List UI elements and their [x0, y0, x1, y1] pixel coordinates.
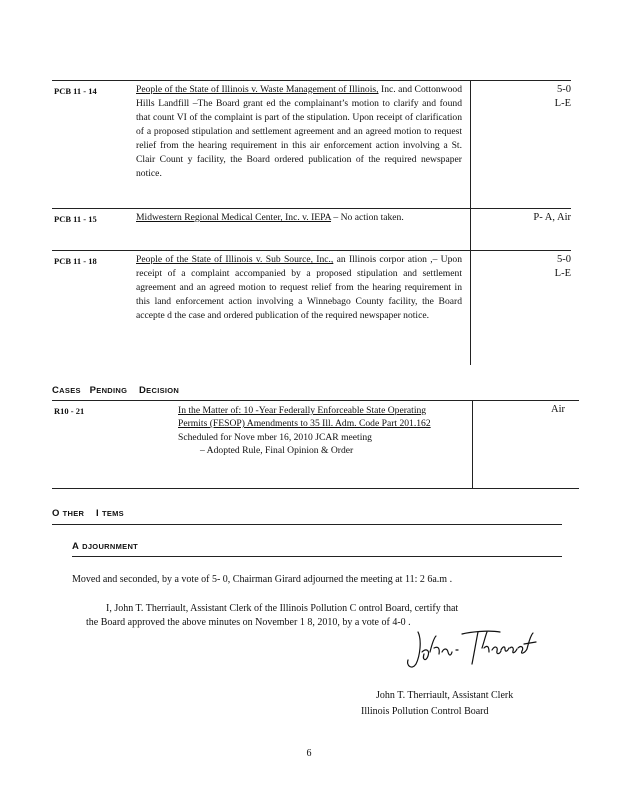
case-title: People of the State of Illinois v. Sub Source, Inc., — [136, 254, 334, 265]
section-divider — [52, 524, 562, 525]
bullet-item — [160, 431, 472, 444]
case-description — [136, 81, 471, 209]
table-row — [52, 81, 571, 209]
section-header-cases-pending: CASES PENDING DECISION — [52, 385, 180, 396]
case-title: People of the State of Illinois v. Waste Management of Illinois, — [136, 84, 379, 95]
page-number: 6 — [306, 748, 312, 759]
vote-count: 5-0 — [557, 84, 571, 95]
pending-description — [178, 401, 473, 489]
case-vote — [471, 81, 572, 209]
case-description — [136, 209, 471, 251]
case-table — [52, 80, 571, 365]
vote-count: P- A, Air — [533, 212, 571, 223]
section-header-adjournment: A DJOURNMENT — [72, 541, 139, 552]
case-text: – No action taken. — [331, 212, 404, 223]
case-id: PCB 11 - 14 — [54, 86, 97, 96]
signature-image — [404, 626, 544, 676]
bullet-icon — [160, 431, 178, 444]
case-description — [136, 251, 471, 365]
case-vote — [471, 209, 572, 251]
case-text: Inc. and Cottonwood Hills Landfill –The Board grant ed the complainant’s motion to clarify and found that count VI of the complaint is part of the stipulation. Upon receipt of clarification of a proposed stipulation and settlement agreement and an agreed motion to request relief from the hearing requirement in this air enforcement action involving a St. Clair Count y facility, the Board ordered publication of the required newspaper notice. — [136, 84, 462, 179]
case-text: an Illinois corpor ation ,– Upon receipt of a complaint accompanied by a proposed stipulation and settlement agreement and an agreed motion to request relief from the hearing requirement in this land enforcement action involving a Winnebago County facility, the Board accepte d the case and ordered publication of the required newspaper notice. — [136, 254, 462, 321]
case-title: Midwestern Regional Medical Center, Inc. v. IEPA — [136, 212, 332, 223]
signer-name: John T. Therriault, Assistant Clerk — [376, 690, 514, 701]
signer-organization: Illinois Pollution Control Board — [361, 706, 489, 717]
pending-id: R10 - 21 — [54, 406, 85, 416]
case-id: PCB 11 - 15 — [54, 214, 97, 224]
adjournment-text: Moved and seconded, by a vote of 5- 0, Chairman Girard adjourned the meeting at 11: 2 6a.m . — [72, 574, 453, 585]
table-row — [52, 401, 579, 489]
pending-vote: Air — [473, 401, 580, 489]
vote-type: L-E — [554, 98, 571, 109]
certification-line-2: the Board approved the above minutes on November 1 8, 2010, by a vote of 4-0 . — [86, 617, 411, 628]
pending-title: In the Matter of: 10 -Year Federally Enforceable State Operating Permits (FESOP) Amendments to 35 Ill. Adm. Code Part 201.162 — [178, 405, 431, 429]
table-row — [52, 251, 571, 365]
vote-count: 5-0 — [557, 254, 571, 265]
sub-item-text: – Adopted Rule, Final Opinion & Order — [200, 445, 354, 456]
section-header-other-items: O THER I TEMS — [52, 508, 124, 519]
section-divider — [72, 556, 562, 557]
case-id: PCB 11 - 18 — [54, 256, 97, 266]
bullet-text: Scheduled for Nove mber 16, 2010 JCAR meeting — [178, 432, 372, 443]
vote-type: L-E — [554, 268, 571, 279]
table-row — [52, 209, 571, 251]
pending-table — [52, 400, 579, 489]
case-vote — [471, 251, 572, 365]
certification-line-1: I, John T. Therriault, Assistant Clerk of the Illinois Pollution C ontrol Board, certify that — [106, 603, 459, 614]
